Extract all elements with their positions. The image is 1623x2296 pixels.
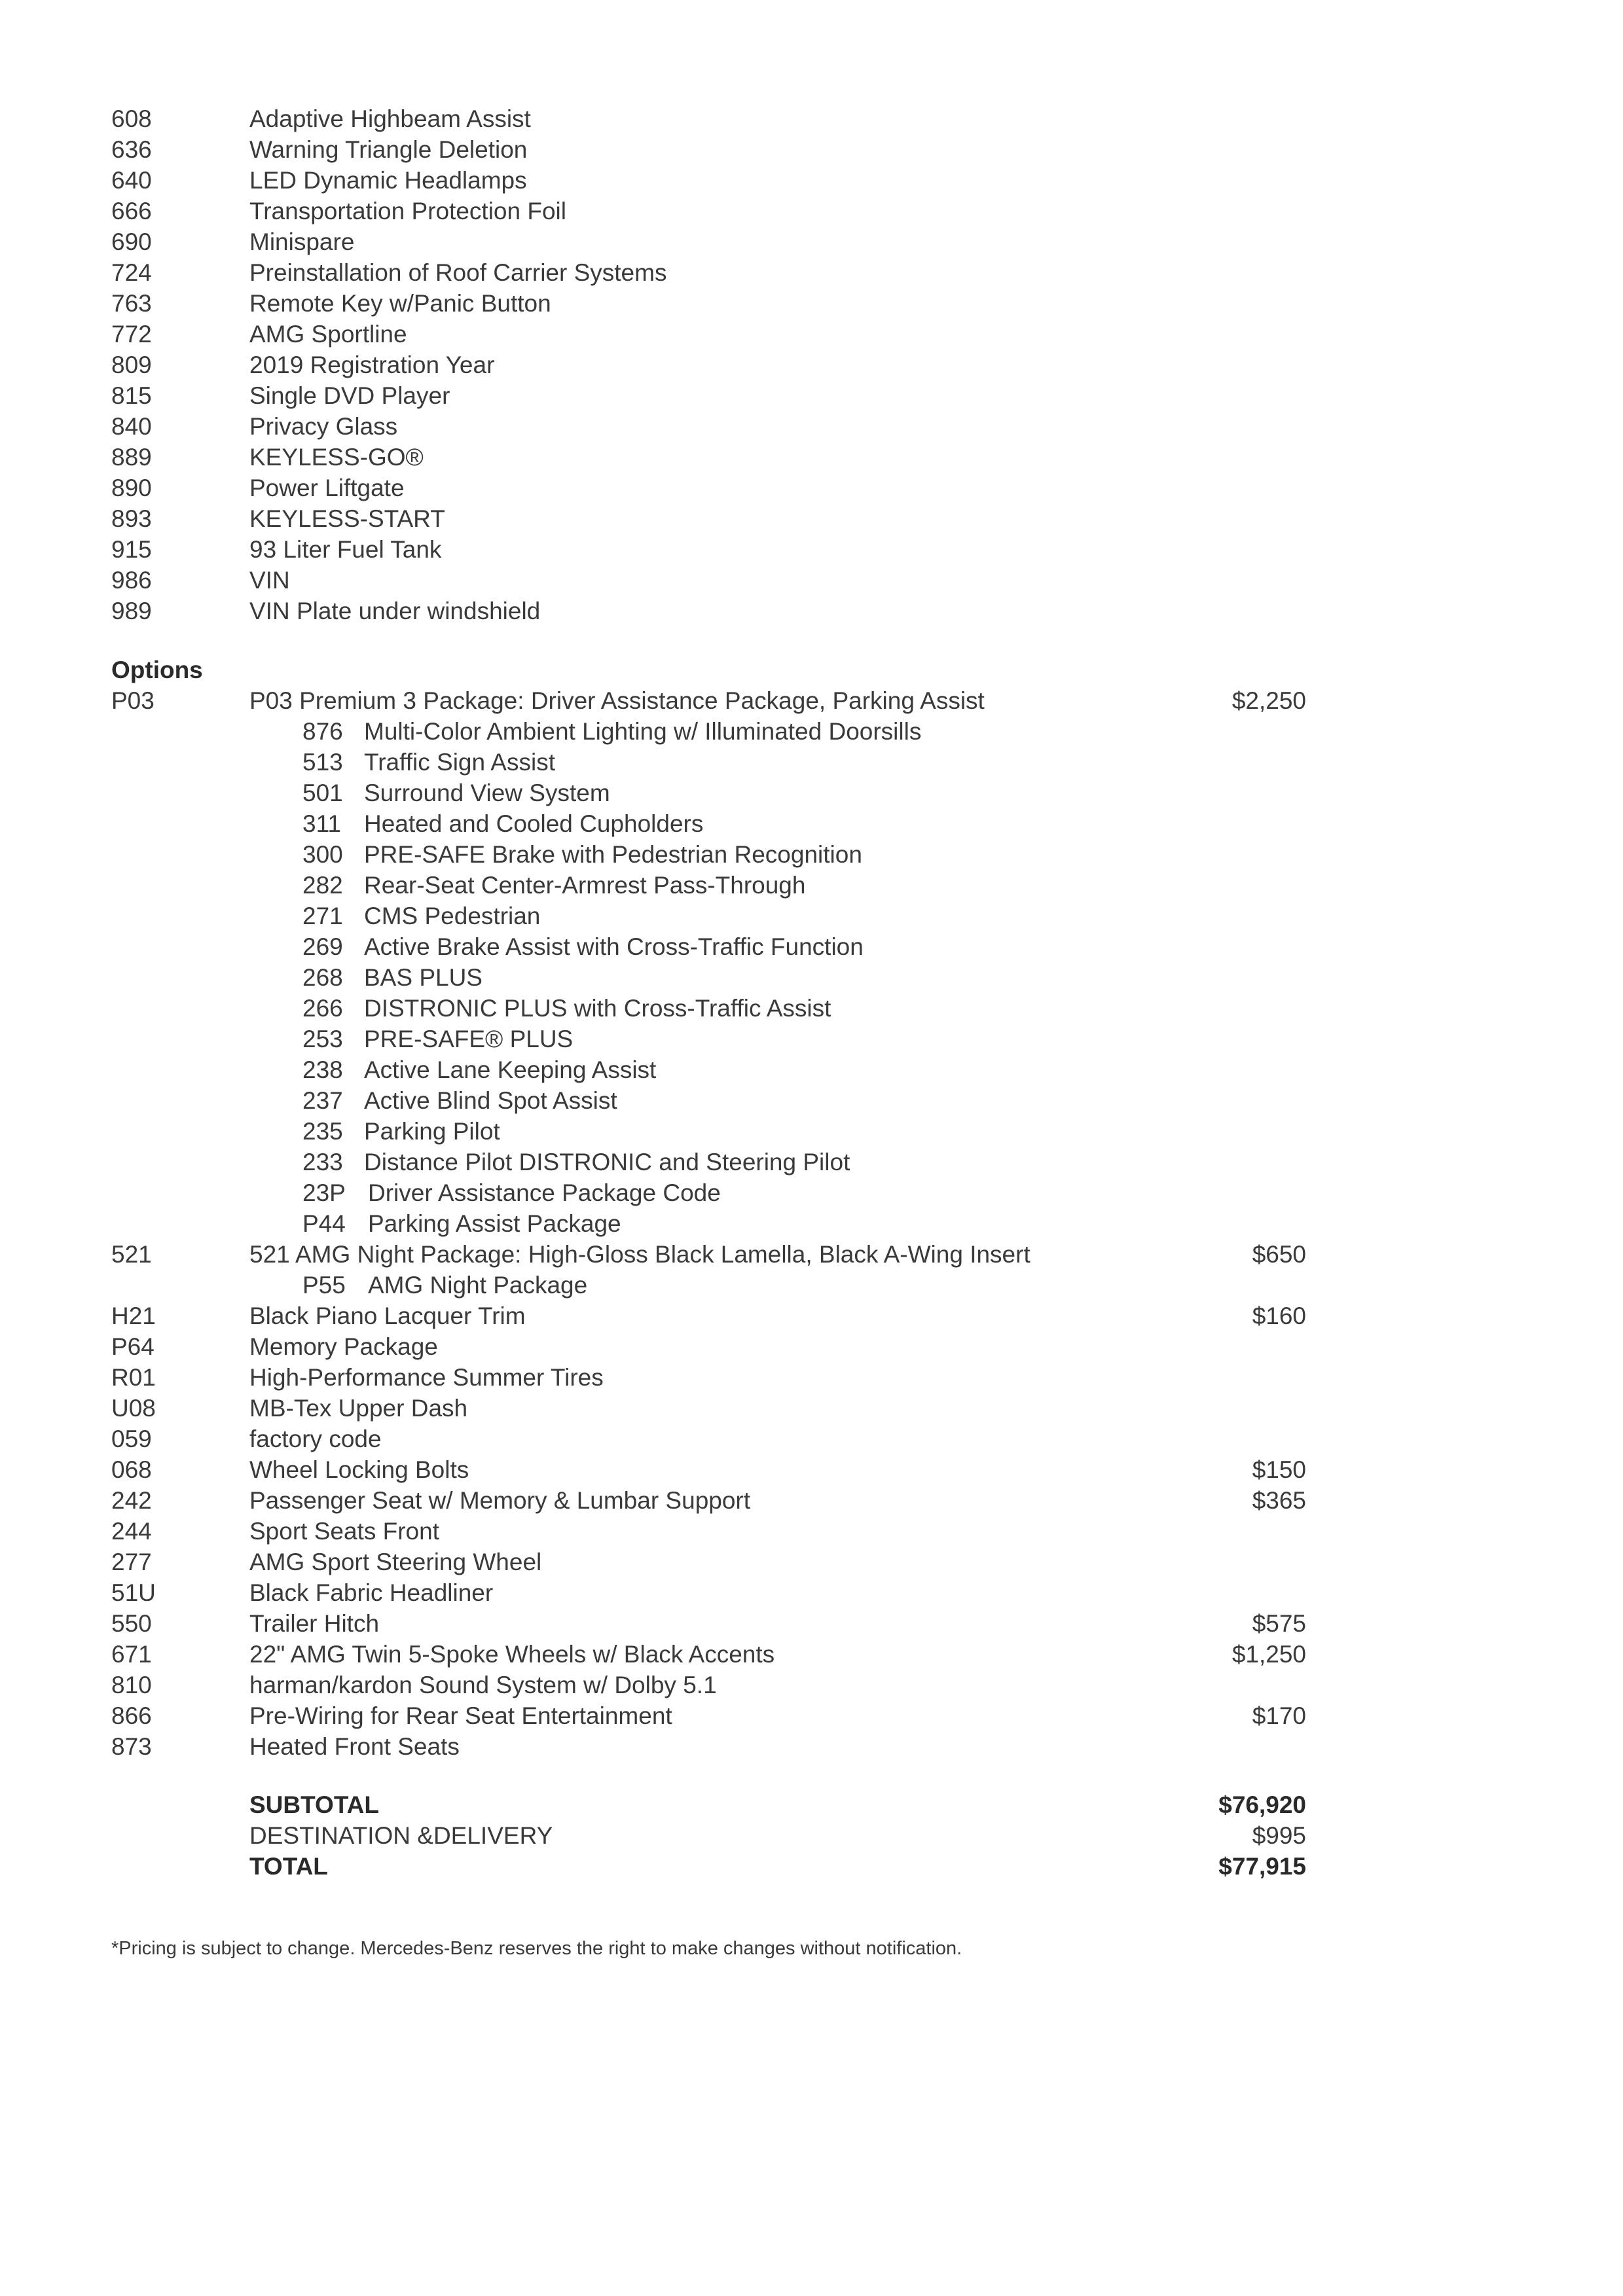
option-description: Trailer Hitch <box>249 1610 380 1637</box>
standard-item-row <box>0 350 1623 380</box>
standard-item-row <box>0 103 1623 134</box>
option-code: P64 <box>111 1333 155 1360</box>
sub-item-description: DISTRONIC PLUS with Cross-Traffic Assist <box>364 995 831 1022</box>
standard-item-row <box>0 503 1623 534</box>
standard-item-row <box>0 442 1623 473</box>
item-description: Single DVD Player <box>249 382 450 409</box>
item-code: 986 <box>111 567 152 594</box>
option-code: 810 <box>111 1672 152 1698</box>
package-sub-item <box>0 747 1623 778</box>
item-description: Adaptive Highbeam Assist <box>249 105 531 132</box>
option-code: 242 <box>111 1487 152 1514</box>
option-row <box>0 1331 1623 1362</box>
option-description: Sport Seats Front <box>249 1518 439 1545</box>
sub-item-code: 237 <box>302 1087 343 1114</box>
option-row <box>0 1239 1623 1270</box>
item-description: Preinstallation of Roof Carrier Systems <box>249 259 667 286</box>
sub-item-code: 233 <box>302 1149 343 1175</box>
option-price: $2,250 <box>1231 687 1306 714</box>
standard-item-row <box>0 411 1623 442</box>
package-sub-item <box>0 778 1623 808</box>
pricing-footnote: *Pricing is subject to change. Mercedes-Benz reserves the right to make changes without notification. <box>111 1938 962 1959</box>
destination-label: DESTINATION &DELIVERY <box>249 1822 553 1849</box>
option-row <box>0 1547 1623 1577</box>
item-code: 608 <box>111 105 152 132</box>
option-code: 873 <box>111 1733 152 1760</box>
option-code: R01 <box>111 1364 156 1391</box>
option-price: $365 <box>1252 1487 1306 1514</box>
option-description: 22" AMG Twin 5-Spoke Wheels w/ Black Accents <box>249 1641 775 1668</box>
option-description: Black Piano Lacquer Trim <box>249 1302 526 1329</box>
item-description: Transportation Protection Foil <box>249 198 566 224</box>
sub-item-code: 876 <box>302 718 343 745</box>
standard-item-row <box>0 565 1623 596</box>
sub-item-code: 23P <box>302 1179 346 1206</box>
sub-item-description: Surround View System <box>364 780 610 806</box>
item-description: Minispare <box>249 228 355 255</box>
option-row <box>0 1608 1623 1639</box>
package-sub-item <box>0 931 1623 962</box>
option-row <box>0 1639 1623 1670</box>
option-code: 51U <box>111 1579 156 1606</box>
sub-item-code: P55 <box>302 1272 346 1299</box>
sub-item-description: Parking Pilot <box>364 1118 500 1145</box>
option-description: MB-Tex Upper Dash <box>249 1395 468 1422</box>
destination-value: $995 <box>1252 1822 1306 1849</box>
option-row <box>0 1300 1623 1331</box>
sub-item-description: Distance Pilot DISTRONIC and Steering Pilot <box>364 1149 850 1175</box>
option-description: harman/kardon Sound System w/ Dolby 5.1 <box>249 1672 717 1698</box>
subtotal-value: $76,920 <box>1218 1791 1306 1818</box>
package-sub-item <box>0 901 1623 931</box>
option-code: 277 <box>111 1549 152 1575</box>
option-row <box>0 685 1623 716</box>
sub-item-description: BAS PLUS <box>364 964 483 991</box>
package-sub-item <box>0 870 1623 901</box>
item-code: 893 <box>111 505 152 532</box>
item-description: VIN Plate under windshield <box>249 598 541 624</box>
option-code: H21 <box>111 1302 156 1329</box>
option-description: Pre-Wiring for Rear Seat Entertainment <box>249 1702 672 1729</box>
item-code: 640 <box>111 167 152 194</box>
sub-item-code: 282 <box>302 872 343 899</box>
sub-item-description: Parking Assist Package <box>368 1210 621 1237</box>
option-code: 866 <box>111 1702 152 1729</box>
sub-item-code: P44 <box>302 1210 346 1237</box>
package-sub-item <box>0 993 1623 1024</box>
item-code: 724 <box>111 259 152 286</box>
option-price: $170 <box>1252 1702 1306 1729</box>
option-code: U08 <box>111 1395 156 1422</box>
option-row <box>0 1731 1623 1762</box>
options-heading-row <box>0 655 1623 685</box>
option-description: factory code <box>249 1426 382 1452</box>
item-description: Warning Triangle Deletion <box>249 136 528 163</box>
item-description: KEYLESS-START <box>249 505 445 532</box>
package-sub-item <box>0 1270 1623 1300</box>
standard-item-row <box>0 288 1623 319</box>
option-code: 068 <box>111 1456 152 1483</box>
item-code: 666 <box>111 198 152 224</box>
sub-item-description: Multi-Color Ambient Lighting w/ Illuminated Doorsills <box>364 718 922 745</box>
total-value: $77,915 <box>1218 1853 1306 1880</box>
option-description: Memory Package <box>249 1333 438 1360</box>
sub-item-description: Rear-Seat Center-Armrest Pass-Through <box>364 872 806 899</box>
item-description: 93 Liter Fuel Tank <box>249 536 442 563</box>
item-code: 989 <box>111 598 152 624</box>
subtotal-label: SUBTOTAL <box>249 1791 380 1818</box>
sub-item-description: Driver Assistance Package Code <box>368 1179 721 1206</box>
item-code: 636 <box>111 136 152 163</box>
package-sub-item <box>0 1116 1623 1147</box>
standard-item-row <box>0 226 1623 257</box>
sub-item-code: 268 <box>302 964 343 991</box>
sub-item-description: Traffic Sign Assist <box>364 749 555 776</box>
package-sub-item <box>0 1208 1623 1239</box>
sub-item-code: 235 <box>302 1118 343 1145</box>
sub-item-code: 501 <box>302 780 343 806</box>
item-description: 2019 Registration Year <box>249 351 495 378</box>
sub-item-code: 311 <box>302 810 341 837</box>
sub-item-code: 253 <box>302 1026 343 1052</box>
standard-item-row <box>0 380 1623 411</box>
option-price: $160 <box>1252 1302 1306 1329</box>
package-sub-item <box>0 1147 1623 1177</box>
option-price: $650 <box>1252 1241 1306 1268</box>
sub-item-code: 269 <box>302 933 343 960</box>
package-sub-item <box>0 1024 1623 1054</box>
option-description: Heated Front Seats <box>249 1733 460 1760</box>
total-label: TOTAL <box>249 1853 328 1880</box>
package-sub-item <box>0 962 1623 993</box>
option-row <box>0 1516 1623 1547</box>
item-code: 763 <box>111 290 152 317</box>
option-row <box>0 1454 1623 1485</box>
total-row <box>0 1851 1623 1882</box>
sub-item-code: 271 <box>302 903 343 929</box>
item-code: 772 <box>111 321 152 348</box>
sub-item-code: 238 <box>302 1056 343 1083</box>
option-description: P03 Premium 3 Package: Driver Assistance Package, Parking Assist <box>249 687 985 714</box>
standard-item-row <box>0 165 1623 196</box>
option-description: Passenger Seat w/ Memory & Lumbar Support <box>249 1487 751 1514</box>
item-code: 809 <box>111 351 152 378</box>
item-code: 915 <box>111 536 152 563</box>
option-row <box>0 1485 1623 1516</box>
sub-item-description: CMS Pedestrian <box>364 903 541 929</box>
standard-item-row <box>0 319 1623 350</box>
option-price: $575 <box>1252 1610 1306 1637</box>
standard-item-row <box>0 134 1623 165</box>
option-code: 550 <box>111 1610 152 1637</box>
package-sub-item <box>0 1054 1623 1085</box>
sub-item-description: AMG Night Package <box>368 1272 588 1299</box>
option-description: High-Performance Summer Tires <box>249 1364 604 1391</box>
package-sub-item <box>0 839 1623 870</box>
sub-item-description: Active Lane Keeping Assist <box>364 1056 657 1083</box>
item-description: Privacy Glass <box>249 413 398 440</box>
option-row <box>0 1424 1623 1454</box>
sub-item-code: 266 <box>302 995 343 1022</box>
package-sub-item <box>0 808 1623 839</box>
standard-item-row <box>0 257 1623 288</box>
item-description: VIN <box>249 567 290 594</box>
option-description: Black Fabric Headliner <box>249 1579 494 1606</box>
item-code: 690 <box>111 228 152 255</box>
option-row <box>0 1393 1623 1424</box>
option-description: Wheel Locking Bolts <box>249 1456 469 1483</box>
standard-item-row <box>0 196 1623 226</box>
item-description: Remote Key w/Panic Button <box>249 290 551 317</box>
item-description: AMG Sportline <box>249 321 407 348</box>
item-code: 840 <box>111 413 152 440</box>
option-row <box>0 1577 1623 1608</box>
subtotal-row <box>0 1789 1623 1820</box>
item-code: 889 <box>111 444 152 471</box>
item-description: KEYLESS-GO® <box>249 444 424 471</box>
sub-item-description: Heated and Cooled Cupholders <box>364 810 704 837</box>
option-price: $150 <box>1252 1456 1306 1483</box>
sub-item-code: 513 <box>302 749 343 776</box>
sub-item-code: 300 <box>302 841 343 868</box>
sub-item-description: Active Brake Assist with Cross-Traffic Function <box>364 933 864 960</box>
option-row <box>0 1362 1623 1393</box>
standard-item-row <box>0 473 1623 503</box>
option-price: $1,250 <box>1231 1641 1306 1668</box>
sub-item-description: PRE-SAFE Brake with Pedestrian Recognition <box>364 841 862 868</box>
sub-item-description: Active Blind Spot Assist <box>364 1087 617 1114</box>
item-code: 815 <box>111 382 152 409</box>
item-description: LED Dynamic Headlamps <box>249 167 527 194</box>
option-row <box>0 1670 1623 1700</box>
option-description: AMG Sport Steering Wheel <box>249 1549 542 1575</box>
option-code: 059 <box>111 1426 152 1452</box>
package-sub-item <box>0 1085 1623 1116</box>
standard-item-row <box>0 534 1623 565</box>
option-code: 521 <box>111 1241 152 1268</box>
option-code: 671 <box>111 1641 152 1668</box>
package-sub-item <box>0 1177 1623 1208</box>
sub-item-description: PRE-SAFE® PLUS <box>364 1026 574 1052</box>
destination-row <box>0 1820 1623 1851</box>
package-sub-item <box>0 716 1623 747</box>
options-heading: Options <box>111 656 203 683</box>
option-row <box>0 1700 1623 1731</box>
option-description: 521 AMG Night Package: High-Gloss Black Lamella, Black A-Wing Insert <box>249 1241 1030 1268</box>
standard-item-row <box>0 596 1623 626</box>
item-code: 890 <box>111 475 152 501</box>
option-code: 244 <box>111 1518 152 1545</box>
item-description: Power Liftgate <box>249 475 405 501</box>
option-code: P03 <box>111 687 155 714</box>
